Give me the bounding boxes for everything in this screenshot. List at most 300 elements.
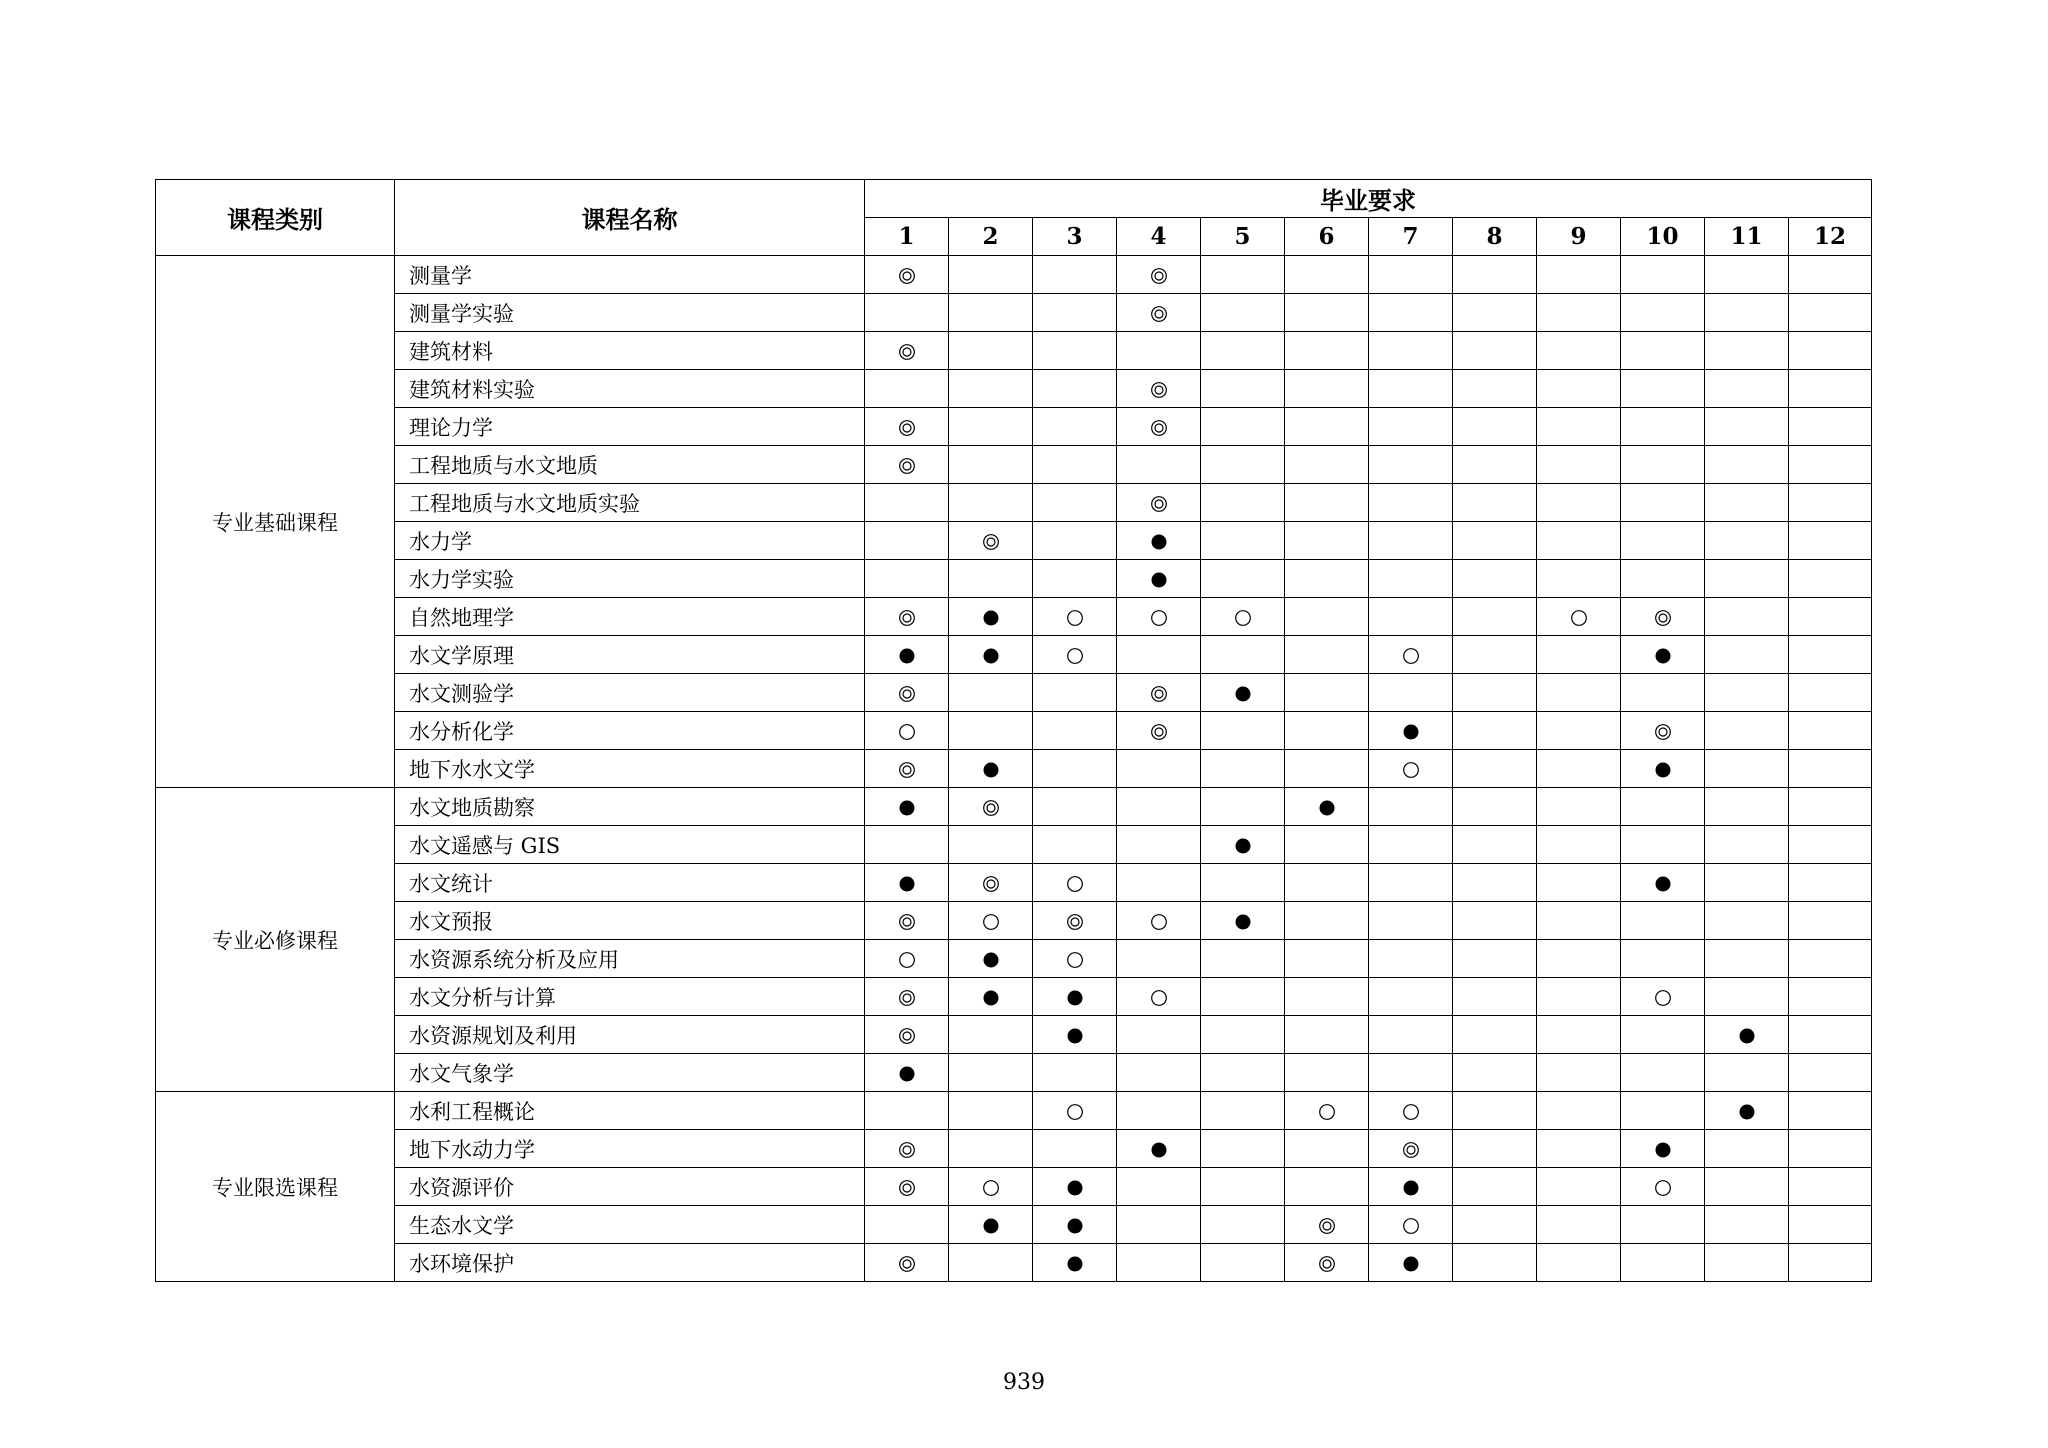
requirement-cell [1789,484,1872,522]
requirement-cell [949,940,1033,978]
filled-circle-icon [1066,989,1084,1007]
requirement-cell [1033,598,1117,636]
requirement-cell [1201,1092,1285,1130]
requirement-cell [865,1016,949,1054]
double-circle-icon [982,799,1000,817]
double-circle-icon [1150,381,1168,399]
filled-circle-icon [1738,1103,1756,1121]
requirement-cell [1201,598,1285,636]
requirement-cell [1285,788,1369,826]
open-circle-icon [898,951,916,969]
requirement-cell [949,674,1033,712]
requirement-cell [1537,370,1621,408]
filled-circle-icon [898,1065,916,1083]
requirement-cell [1201,902,1285,940]
table-row [156,864,1872,902]
open-circle-icon [1066,647,1084,665]
double-circle-icon [898,267,916,285]
matrix-body [156,256,1872,1282]
double-circle-icon [898,989,916,1007]
requirement-cell [865,750,949,788]
requirement-cell [1033,1092,1117,1130]
double-circle-icon [1066,913,1084,931]
open-circle-icon [982,1179,1000,1197]
requirement-cell [1537,978,1621,1016]
requirement-cell [1117,1244,1201,1282]
double-circle-icon [898,419,916,437]
requirement-cell [1621,522,1705,560]
requirement-cell [1453,1054,1537,1092]
requirement-cell [949,978,1033,1016]
table-row [156,826,1872,864]
requirement-cell [1453,674,1537,712]
requirement-cell [1201,712,1285,750]
double-circle-icon [1150,723,1168,741]
table-row [156,750,1872,788]
course-name-cell: 水力学实验 [395,560,865,598]
requirement-cell [1705,294,1789,332]
requirement-cell [1033,978,1117,1016]
requirement-cell [1117,408,1201,446]
requirement-number-7: 7 [1369,218,1453,256]
requirement-cell [1789,712,1872,750]
table-row [156,408,1872,446]
requirement-cell [1453,902,1537,940]
filled-circle-icon [898,647,916,665]
page-number: 939 [1003,1370,1045,1395]
requirement-cell [1621,294,1705,332]
requirement-cell [1621,408,1705,446]
requirement-cell [1201,788,1285,826]
requirement-cell [1201,1206,1285,1244]
requirement-number-6: 6 [1285,218,1369,256]
requirement-cell [1453,636,1537,674]
requirement-cell [1033,560,1117,598]
course-name-cell: 建筑材料实验 [395,370,865,408]
table-row [156,940,1872,978]
requirement-cell [1369,522,1453,560]
requirement-cell [1621,598,1705,636]
requirement-cell [1285,750,1369,788]
requirement-cell [1705,370,1789,408]
requirement-cell [1789,1244,1872,1282]
requirement-cell [1033,332,1117,370]
requirement-number-1: 1 [865,218,949,256]
requirement-cell [1453,940,1537,978]
course-name-cell: 水环境保护 [395,1244,865,1282]
requirement-cell [1621,1092,1705,1130]
requirement-cell [1453,1130,1537,1168]
requirement-cell [1369,256,1453,294]
table-row [156,1016,1872,1054]
course-category-cell: 专业必修课程 [156,788,395,1092]
requirement-cell [1285,484,1369,522]
requirement-cell [1201,294,1285,332]
requirement-cell [1453,370,1537,408]
requirement-cell [1117,598,1201,636]
course-name-cell: 水资源规划及利用 [395,1016,865,1054]
requirement-cell [949,636,1033,674]
requirement-cell [1201,750,1285,788]
open-circle-icon [1654,989,1672,1007]
double-circle-icon [1150,495,1168,513]
requirement-cell [1705,1130,1789,1168]
requirement-cell [949,446,1033,484]
double-circle-icon [898,685,916,703]
requirement-cell [1117,902,1201,940]
requirement-cell [1201,370,1285,408]
table-row [156,1130,1872,1168]
requirement-cell [1369,332,1453,370]
requirement-cell [949,1092,1033,1130]
requirement-cell [1285,1206,1369,1244]
requirement-cell [1201,1054,1285,1092]
requirement-cell [1285,560,1369,598]
filled-circle-icon [1066,1027,1084,1045]
requirement-cell [1201,1168,1285,1206]
requirement-cell [1033,408,1117,446]
requirement-cell [1201,484,1285,522]
requirement-cell [1537,864,1621,902]
table-row [156,712,1872,750]
requirement-cell [1789,1168,1872,1206]
table-row [156,902,1872,940]
requirement-cell [1453,522,1537,560]
double-circle-icon [1318,1255,1336,1273]
requirement-number-5: 5 [1201,218,1285,256]
requirement-cell [949,1054,1033,1092]
requirement-cell [1537,446,1621,484]
requirement-cell [1033,826,1117,864]
requirement-cell [1369,1016,1453,1054]
requirement-cell [949,408,1033,446]
requirement-cell [865,522,949,560]
requirement-cell [1369,864,1453,902]
table-row [156,294,1872,332]
requirement-cell [1033,1130,1117,1168]
requirement-cell [1621,1016,1705,1054]
requirement-cell [1285,598,1369,636]
requirement-cell [1621,750,1705,788]
double-circle-icon [1150,685,1168,703]
requirement-cell [1453,598,1537,636]
requirement-cell [949,788,1033,826]
filled-circle-icon [1066,1217,1084,1235]
open-circle-icon [1570,609,1588,627]
requirement-cell [949,294,1033,332]
requirement-cell [1789,788,1872,826]
requirement-cell [1201,978,1285,1016]
requirement-cell [865,636,949,674]
requirement-number-3: 3 [1033,218,1117,256]
requirement-cell [1453,446,1537,484]
requirement-cell [1285,940,1369,978]
requirement-cell [1117,864,1201,902]
requirement-cell [1369,674,1453,712]
requirement-cell [1285,1168,1369,1206]
requirement-cell [1369,750,1453,788]
requirement-cell [1705,332,1789,370]
requirement-cell [1369,446,1453,484]
requirement-cell [1369,940,1453,978]
requirement-cell [1789,978,1872,1016]
filled-circle-icon [982,647,1000,665]
open-circle-icon [1066,609,1084,627]
open-circle-icon [1066,875,1084,893]
course-category-cell: 专业限选课程 [156,1092,395,1282]
course-name-cell: 测量学实验 [395,294,865,332]
course-name-cell: 水文地质勘察 [395,788,865,826]
requirement-cell [1789,902,1872,940]
course-name-cell: 工程地质与水文地质 [395,446,865,484]
requirement-cell [1285,674,1369,712]
requirement-cell [1117,446,1201,484]
requirement-cell [1621,1130,1705,1168]
requirement-cell [1705,408,1789,446]
requirement-cell [1033,712,1117,750]
double-circle-icon [1150,305,1168,323]
requirement-cell [1369,560,1453,598]
requirement-number-12: 12 [1789,218,1872,256]
filled-circle-icon [1234,913,1252,931]
requirement-cell [865,446,949,484]
requirement-cell [1537,408,1621,446]
table-row [156,1054,1872,1092]
course-name-cell: 生态水文学 [395,1206,865,1244]
course-name-cell: 水文预报 [395,902,865,940]
table-row [156,332,1872,370]
requirement-cell [1369,902,1453,940]
requirement-cell [1117,788,1201,826]
requirement-cell [1789,750,1872,788]
table-row [156,788,1872,826]
course-category-cell: 专业基础课程 [156,256,395,788]
requirement-cell [1117,522,1201,560]
requirement-cell [1537,636,1621,674]
requirement-cell [1537,294,1621,332]
requirement-cell [1789,1016,1872,1054]
requirement-cell [1285,1054,1369,1092]
filled-circle-icon [1150,571,1168,589]
filled-circle-icon [982,989,1000,1007]
requirement-cell [1705,788,1789,826]
open-circle-icon [1066,951,1084,969]
open-circle-icon [1150,913,1168,931]
requirement-cell [1369,1168,1453,1206]
filled-circle-icon [1234,837,1252,855]
course-name-cell: 水文分析与计算 [395,978,865,1016]
requirement-cell [1789,522,1872,560]
requirement-cell [1621,484,1705,522]
double-circle-icon [898,1255,916,1273]
requirement-cell [865,1244,949,1282]
requirement-cell [1705,598,1789,636]
filled-circle-icon [898,799,916,817]
open-circle-icon [1234,609,1252,627]
requirement-cell [1369,1054,1453,1092]
requirement-cell [1537,256,1621,294]
filled-circle-icon [1402,1179,1420,1197]
requirement-cell [1705,940,1789,978]
course-name-cell: 水利工程概论 [395,1092,865,1130]
requirement-cell [1117,332,1201,370]
requirement-cell [865,1206,949,1244]
requirement-cell [1537,1130,1621,1168]
filled-circle-icon [898,875,916,893]
course-header: 课程名称 [395,180,865,256]
requirement-cell [1621,560,1705,598]
requirement-cell [1705,712,1789,750]
requirement-cell [1705,446,1789,484]
requirement-cell [1117,636,1201,674]
requirement-cell [1537,332,1621,370]
requirement-cell [1117,294,1201,332]
table-row [156,446,1872,484]
requirement-cell [1117,1168,1201,1206]
requirement-cell [1285,864,1369,902]
requirement-cell [1537,712,1621,750]
requirement-cell [1117,484,1201,522]
course-name-cell: 地下水水文学 [395,750,865,788]
requirements-header: 毕业要求 [865,180,1872,218]
requirement-cell [865,598,949,636]
double-circle-icon [1150,419,1168,437]
requirement-cell [1537,1206,1621,1244]
requirement-cell [1705,1244,1789,1282]
double-circle-icon [898,1179,916,1197]
requirement-cell [1621,1054,1705,1092]
requirement-cell [1705,864,1789,902]
requirement-cell [1621,902,1705,940]
requirement-cell [1117,1016,1201,1054]
requirement-cell [1705,522,1789,560]
requirement-cell [865,1168,949,1206]
requirement-cell [865,978,949,1016]
double-circle-icon [898,457,916,475]
requirement-number-9: 9 [1537,218,1621,256]
requirement-cell [1033,1168,1117,1206]
requirement-cell [1621,446,1705,484]
graduation-requirements-matrix [155,179,1872,1282]
requirement-cell [1285,978,1369,1016]
requirement-cell [1285,1244,1369,1282]
filled-circle-icon [1066,1255,1084,1273]
double-circle-icon [898,761,916,779]
requirement-cell [1201,864,1285,902]
requirement-cell [1453,750,1537,788]
requirement-cell [1453,294,1537,332]
requirement-cell [1621,978,1705,1016]
requirement-cell [1789,1206,1872,1244]
requirement-cell [949,332,1033,370]
requirement-cell [1117,712,1201,750]
course-name-cell: 水力学 [395,522,865,560]
requirement-cell [1033,1016,1117,1054]
table-row [156,522,1872,560]
requirement-cell [1537,560,1621,598]
requirement-cell [1033,446,1117,484]
requirement-cell [865,560,949,598]
requirement-cell [1033,484,1117,522]
requirement-cell [1789,864,1872,902]
requirement-cell [1033,674,1117,712]
requirement-cell [1789,560,1872,598]
requirement-cell [1705,750,1789,788]
requirement-cell [1705,1168,1789,1206]
requirement-cell [1285,636,1369,674]
course-name-cell: 水分析化学 [395,712,865,750]
course-name-cell: 建筑材料 [395,332,865,370]
course-name-cell: 水文测验学 [395,674,865,712]
requirement-cell [865,294,949,332]
requirement-cell [1201,560,1285,598]
course-name-cell: 理论力学 [395,408,865,446]
requirement-cell [1285,712,1369,750]
requirement-cell [1285,1130,1369,1168]
requirement-cell [1201,674,1285,712]
requirement-cell [1033,1244,1117,1282]
requirement-cell [1369,408,1453,446]
requirement-cell [1369,1244,1453,1282]
table-row [156,1168,1872,1206]
requirement-cell [1201,1244,1285,1282]
requirement-cell [1537,484,1621,522]
requirement-cell [865,940,949,978]
requirement-cell [1285,446,1369,484]
table-row [156,636,1872,674]
requirement-cell [1369,484,1453,522]
requirement-cell [1537,522,1621,560]
header-row-top [156,180,1872,218]
requirement-cell [1285,826,1369,864]
requirement-cell [1033,522,1117,560]
filled-circle-icon [1654,761,1672,779]
requirement-cell [949,1016,1033,1054]
requirement-cell [1621,1168,1705,1206]
requirement-cell [1369,1092,1453,1130]
requirement-cell [1033,256,1117,294]
requirement-cell [1453,864,1537,902]
requirement-cell [1117,978,1201,1016]
open-circle-icon [1318,1103,1336,1121]
requirement-cell [1705,636,1789,674]
filled-circle-icon [982,761,1000,779]
table-row [156,370,1872,408]
requirement-cell [1033,1206,1117,1244]
requirement-cell [1117,1130,1201,1168]
requirement-cell [1537,1168,1621,1206]
requirement-cell [1033,1054,1117,1092]
open-circle-icon [982,913,1000,931]
requirement-cell [1705,256,1789,294]
requirement-cell [1789,332,1872,370]
requirement-cell [1789,294,1872,332]
open-circle-icon [898,723,916,741]
requirement-cell [1117,826,1201,864]
table-row [156,1092,1872,1130]
filled-circle-icon [1402,1255,1420,1273]
requirement-cell [1621,788,1705,826]
requirement-cell [1789,1092,1872,1130]
requirement-cell [1453,788,1537,826]
requirement-cell [1369,370,1453,408]
double-circle-icon [1318,1217,1336,1235]
filled-circle-icon [1654,647,1672,665]
requirement-cell [1789,370,1872,408]
requirement-cell [1453,826,1537,864]
requirement-cell [949,712,1033,750]
table-row [156,1206,1872,1244]
